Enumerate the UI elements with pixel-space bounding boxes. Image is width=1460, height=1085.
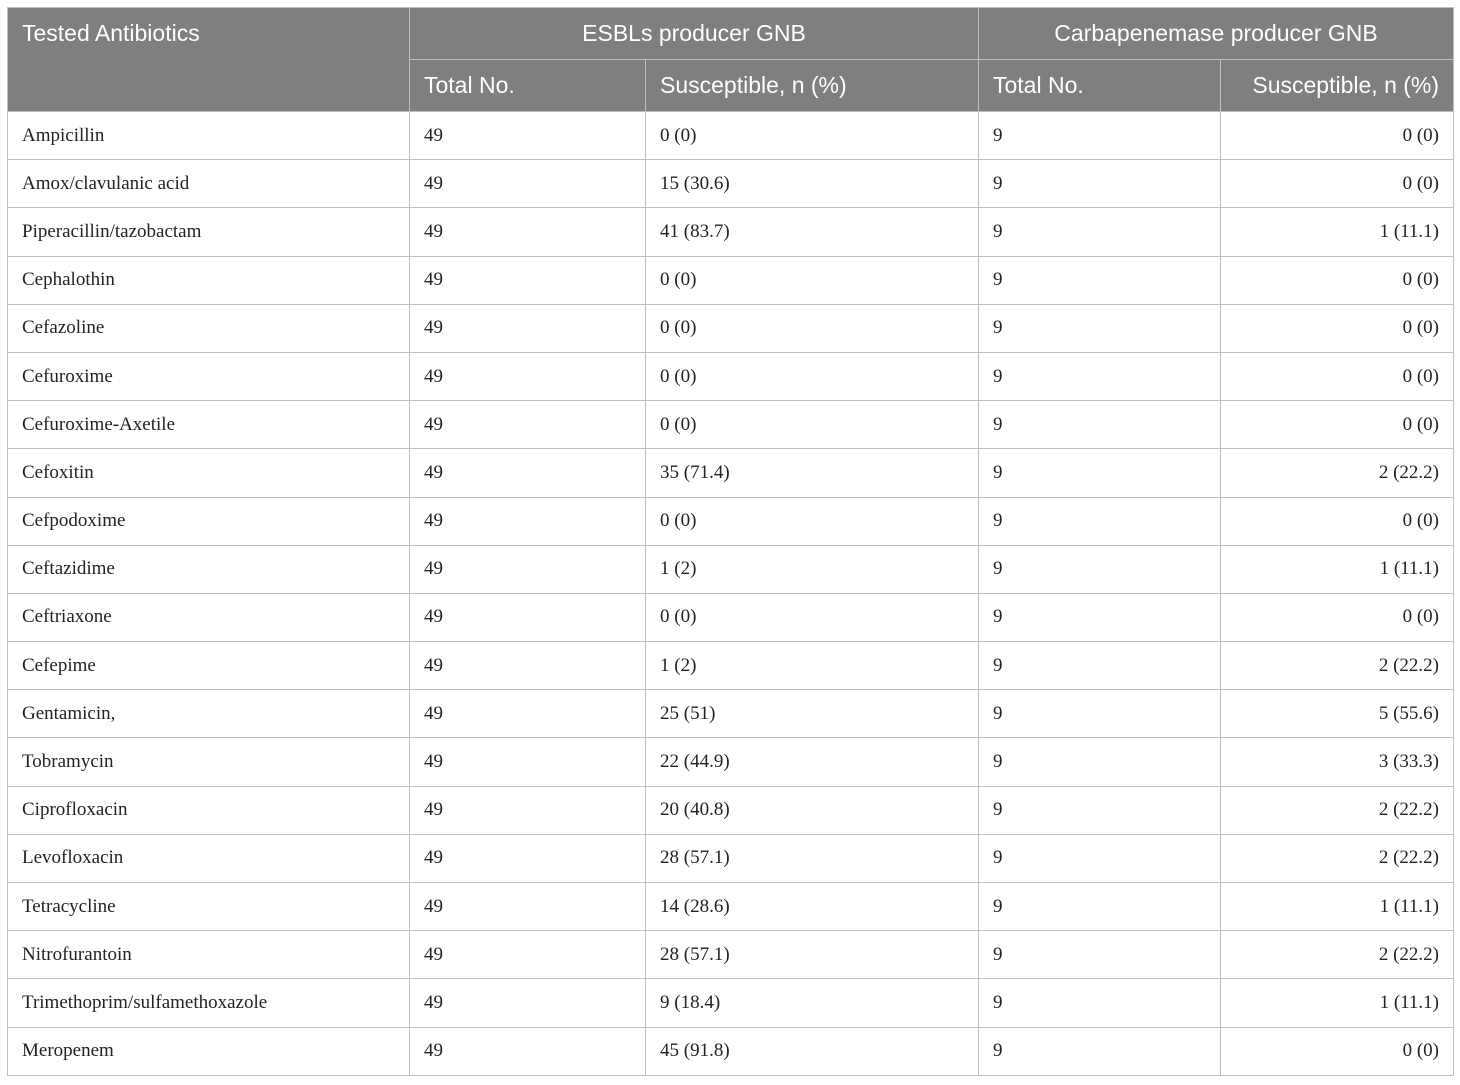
cell-esbl-total: 49 xyxy=(410,834,646,882)
cell-esbl-total: 49 xyxy=(410,786,646,834)
cell-antibiotic: Ampicillin xyxy=(8,112,410,160)
cell-antibiotic: Amox/clavulanic acid xyxy=(8,160,410,208)
cell-esbl-total: 49 xyxy=(410,256,646,304)
table-row xyxy=(8,497,1454,545)
cell-antibiotic: Cefuroxime xyxy=(8,352,410,400)
table-row xyxy=(8,1027,1454,1075)
table-row xyxy=(8,593,1454,641)
cell-carb-total: 9 xyxy=(979,449,1221,497)
susceptibility-table xyxy=(7,7,1454,1076)
cell-carb-susceptible: 2 (22.2) xyxy=(1221,834,1454,882)
cell-carb-susceptible: 0 (0) xyxy=(1221,497,1454,545)
table-row xyxy=(8,352,1454,400)
cell-carb-susceptible: 1 (11.1) xyxy=(1221,883,1454,931)
table-row xyxy=(8,160,1454,208)
cell-esbl-susceptible: 0 (0) xyxy=(646,497,979,545)
cell-carb-susceptible: 1 (11.1) xyxy=(1221,208,1454,256)
header-row-groups xyxy=(8,8,1454,60)
cell-carb-total: 9 xyxy=(979,112,1221,160)
table-row xyxy=(8,401,1454,449)
cell-antibiotic: Cefazoline xyxy=(8,304,410,352)
cell-esbl-susceptible: 28 (57.1) xyxy=(646,834,979,882)
cell-esbl-susceptible: 0 (0) xyxy=(646,352,979,400)
cell-carb-susceptible: 0 (0) xyxy=(1221,256,1454,304)
cell-carb-susceptible: 0 (0) xyxy=(1221,1027,1454,1075)
header-group-esbl: ESBLs producer GNB xyxy=(410,8,979,60)
table-row xyxy=(8,449,1454,497)
cell-esbl-susceptible: 25 (51) xyxy=(646,690,979,738)
header-tested-antibiotics: Tested Antibiotics xyxy=(8,8,410,112)
table-row xyxy=(8,208,1454,256)
cell-esbl-total: 49 xyxy=(410,1027,646,1075)
table-row xyxy=(8,690,1454,738)
cell-esbl-total: 49 xyxy=(410,690,646,738)
cell-antibiotic: Gentamicin, xyxy=(8,690,410,738)
cell-esbl-susceptible: 0 (0) xyxy=(646,593,979,641)
cell-carb-susceptible: 0 (0) xyxy=(1221,401,1454,449)
cell-carb-susceptible: 2 (22.2) xyxy=(1221,931,1454,979)
cell-esbl-susceptible: 35 (71.4) xyxy=(646,449,979,497)
cell-carb-total: 9 xyxy=(979,834,1221,882)
cell-carb-susceptible: 0 (0) xyxy=(1221,352,1454,400)
table-row xyxy=(8,979,1454,1027)
table-row xyxy=(8,738,1454,786)
cell-esbl-total: 49 xyxy=(410,352,646,400)
cell-carb-total: 9 xyxy=(979,352,1221,400)
cell-carb-total: 9 xyxy=(979,690,1221,738)
cell-carb-total: 9 xyxy=(979,160,1221,208)
cell-esbl-total: 49 xyxy=(410,738,646,786)
cell-antibiotic: Nitrofurantoin xyxy=(8,931,410,979)
cell-carb-total: 9 xyxy=(979,545,1221,593)
cell-esbl-total: 49 xyxy=(410,208,646,256)
cell-carb-total: 9 xyxy=(979,786,1221,834)
cell-esbl-susceptible: 20 (40.8) xyxy=(646,786,979,834)
cell-esbl-total: 49 xyxy=(410,593,646,641)
cell-antibiotic: Trimethoprim/sulfamethoxazole xyxy=(8,979,410,1027)
cell-esbl-total: 49 xyxy=(410,401,646,449)
cell-esbl-susceptible: 22 (44.9) xyxy=(646,738,979,786)
table-body xyxy=(8,112,1454,1076)
cell-carb-total: 9 xyxy=(979,1027,1221,1075)
cell-antibiotic: Ceftazidime xyxy=(8,545,410,593)
table-row xyxy=(8,786,1454,834)
cell-carb-total: 9 xyxy=(979,593,1221,641)
cell-esbl-total: 49 xyxy=(410,931,646,979)
table-row xyxy=(8,256,1454,304)
cell-esbl-total: 49 xyxy=(410,545,646,593)
cell-carb-total: 9 xyxy=(979,497,1221,545)
cell-carb-susceptible: 0 (0) xyxy=(1221,593,1454,641)
cell-antibiotic: Cefuroxime-Axetile xyxy=(8,401,410,449)
cell-carb-susceptible: 0 (0) xyxy=(1221,112,1454,160)
header-carb-total: Total No. xyxy=(979,60,1221,112)
cell-esbl-total: 49 xyxy=(410,304,646,352)
cell-esbl-total: 49 xyxy=(410,979,646,1027)
cell-esbl-total: 49 xyxy=(410,497,646,545)
cell-carb-susceptible: 2 (22.2) xyxy=(1221,786,1454,834)
cell-antibiotic: Cefepime xyxy=(8,642,410,690)
cell-carb-total: 9 xyxy=(979,401,1221,449)
cell-antibiotic: Cefoxitin xyxy=(8,449,410,497)
cell-carb-susceptible: 0 (0) xyxy=(1221,304,1454,352)
cell-antibiotic: Levofloxacin xyxy=(8,834,410,882)
cell-carb-total: 9 xyxy=(979,256,1221,304)
cell-esbl-susceptible: 41 (83.7) xyxy=(646,208,979,256)
cell-carb-susceptible: 2 (22.2) xyxy=(1221,449,1454,497)
cell-carb-total: 9 xyxy=(979,883,1221,931)
table-row xyxy=(8,112,1454,160)
cell-antibiotic: Ceftriaxone xyxy=(8,593,410,641)
cell-antibiotic: Piperacillin/tazobactam xyxy=(8,208,410,256)
cell-carb-total: 9 xyxy=(979,208,1221,256)
cell-esbl-susceptible: 1 (2) xyxy=(646,545,979,593)
cell-carb-total: 9 xyxy=(979,979,1221,1027)
cell-antibiotic: Cefpodoxime xyxy=(8,497,410,545)
cell-esbl-total: 49 xyxy=(410,449,646,497)
cell-esbl-susceptible: 0 (0) xyxy=(646,304,979,352)
cell-esbl-susceptible: 0 (0) xyxy=(646,112,979,160)
cell-carb-susceptible: 2 (22.2) xyxy=(1221,642,1454,690)
cell-carb-susceptible: 1 (11.1) xyxy=(1221,545,1454,593)
cell-esbl-susceptible: 0 (0) xyxy=(646,401,979,449)
table-row xyxy=(8,931,1454,979)
cell-antibiotic: Cephalothin xyxy=(8,256,410,304)
cell-esbl-susceptible: 14 (28.6) xyxy=(646,883,979,931)
cell-carb-total: 9 xyxy=(979,931,1221,979)
susceptibility-table-container xyxy=(7,7,1453,1076)
header-group-carbapenemase: Carbapenemase producer GNB xyxy=(979,8,1454,60)
cell-esbl-total: 49 xyxy=(410,112,646,160)
cell-esbl-total: 49 xyxy=(410,160,646,208)
header-esbl-susceptible: Susceptible, n (%) xyxy=(646,60,979,112)
cell-antibiotic: Ciprofloxacin xyxy=(8,786,410,834)
cell-esbl-susceptible: 0 (0) xyxy=(646,256,979,304)
cell-carb-susceptible: 5 (55.6) xyxy=(1221,690,1454,738)
cell-antibiotic: Tetracycline xyxy=(8,883,410,931)
cell-esbl-susceptible: 45 (91.8) xyxy=(646,1027,979,1075)
header-esbl-total: Total No. xyxy=(410,60,646,112)
table-header xyxy=(8,8,1454,112)
cell-carb-total: 9 xyxy=(979,642,1221,690)
table-row xyxy=(8,834,1454,882)
table-row xyxy=(8,883,1454,931)
cell-esbl-susceptible: 15 (30.6) xyxy=(646,160,979,208)
cell-esbl-susceptible: 9 (18.4) xyxy=(646,979,979,1027)
cell-carb-susceptible: 1 (11.1) xyxy=(1221,979,1454,1027)
header-carb-susceptible: Susceptible, n (%) xyxy=(1221,60,1454,112)
cell-esbl-total: 49 xyxy=(410,883,646,931)
cell-esbl-susceptible: 1 (2) xyxy=(646,642,979,690)
cell-antibiotic: Tobramycin xyxy=(8,738,410,786)
table-row xyxy=(8,304,1454,352)
table-row xyxy=(8,545,1454,593)
cell-antibiotic: Meropenem xyxy=(8,1027,410,1075)
cell-carb-susceptible: 0 (0) xyxy=(1221,160,1454,208)
cell-esbl-susceptible: 28 (57.1) xyxy=(646,931,979,979)
table-row xyxy=(8,642,1454,690)
cell-carb-total: 9 xyxy=(979,738,1221,786)
cell-carb-susceptible: 3 (33.3) xyxy=(1221,738,1454,786)
cell-carb-total: 9 xyxy=(979,304,1221,352)
cell-esbl-total: 49 xyxy=(410,642,646,690)
